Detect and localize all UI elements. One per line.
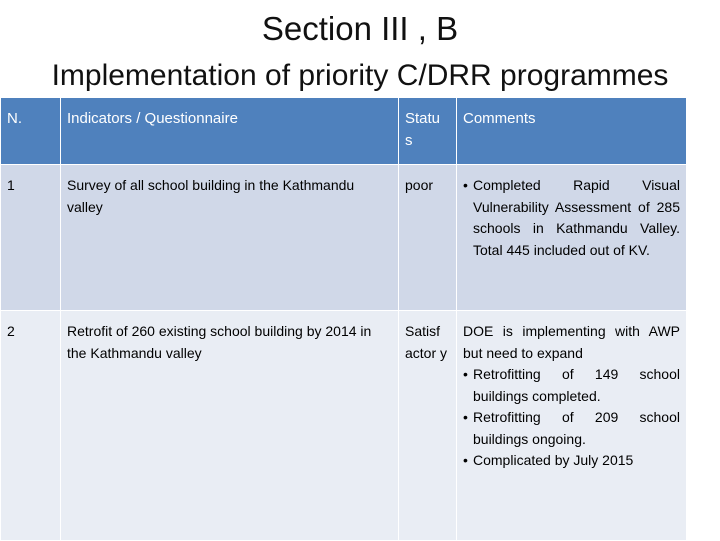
slide-subtitle: Implementation of priority C/DRR programmes: [51, 59, 669, 92]
row-indicator: Retrofit of 260 existing school building by 2014 in the Kathmandu valley: [61, 311, 399, 541]
header-comments: Comments: [457, 98, 687, 165]
comments-intro: DOE is implementing with AWP but need to expand: [463, 323, 680, 361]
row-number: 1: [1, 165, 61, 311]
row-status: Satisf actor y: [399, 311, 457, 541]
table-header-row: [1, 98, 687, 165]
table-row: [1, 165, 687, 311]
comments-list: [463, 364, 680, 472]
row-status: poor: [399, 165, 457, 311]
slide-title: Section III , B: [261, 10, 459, 47]
indicators-table: [0, 97, 687, 541]
comment-item: • Complicated by July 2015: [463, 450, 680, 472]
comments-list: [463, 175, 680, 261]
row-indicator: Survey of all school building in the Kathmandu valley: [61, 165, 399, 311]
comment-item: • Completed Rapid Visual Vulnerability Assessment of 285 schools in Kathmandu Valley. Total 445 included out of KV.: [463, 175, 680, 261]
comment-item: • Retrofitting of 209 school buildings ongoing.: [463, 407, 680, 450]
comment-item: • Retrofitting of 149 school buildings completed.: [463, 364, 680, 407]
row-comments: [457, 311, 687, 541]
row-comments: [457, 165, 687, 311]
table-row: [1, 311, 687, 541]
header-n: N.: [1, 98, 61, 165]
header-indicator: Indicators / Questionnaire: [61, 98, 399, 165]
row-number: 2: [1, 311, 61, 541]
header-status: Statu s: [399, 98, 457, 165]
